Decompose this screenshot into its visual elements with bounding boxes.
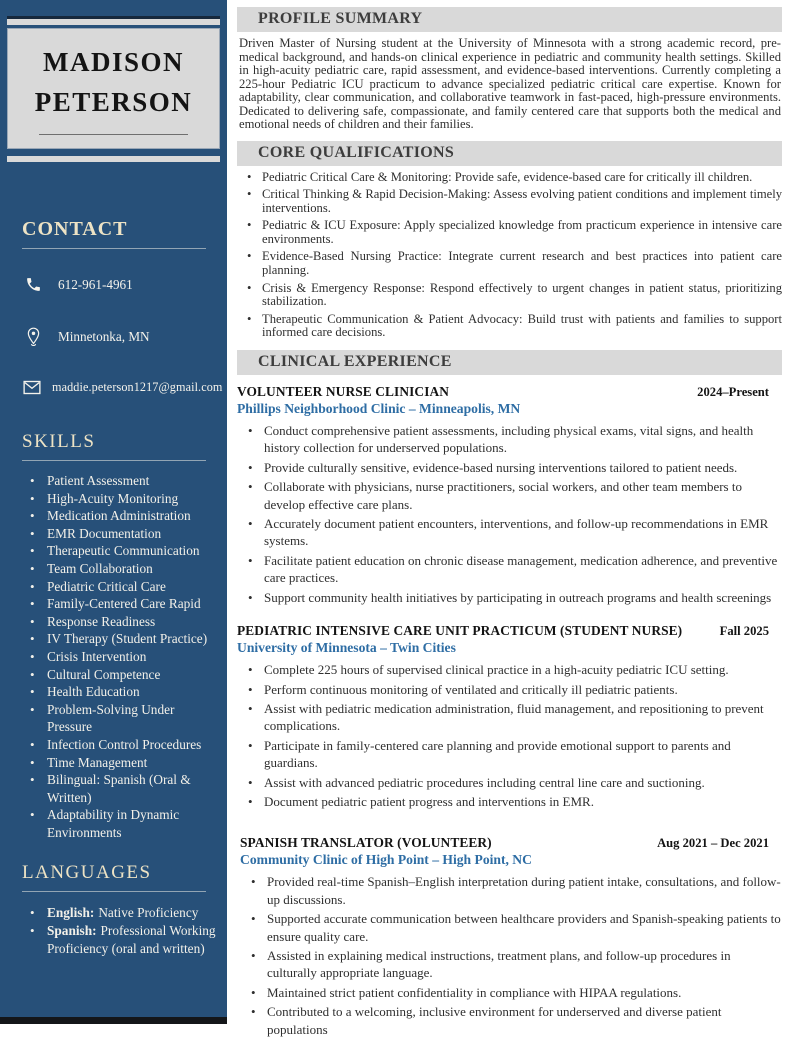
job-header: [237, 623, 782, 639]
skill-item: • Medication Administration: [30, 507, 221, 525]
job-bullet: • Conduct comprehensive patient assessments, including physical exams, vital signs, and health history collection for underserved populations.: [237, 422, 782, 457]
job-bullet: • Contributed to a welcoming, inclusive environment for underserved and diverse patient populations: [240, 1003, 782, 1038]
job-bullet: • Participate in family-centered care planning and provide emotional support to parents and guardians.: [237, 737, 782, 772]
job-bullet: • Assist with advanced pediatric procedures including central line care and suctioning.: [237, 774, 782, 791]
job-bullet-list: [237, 661, 782, 810]
job-title: SPANISH TRANSLATOR (VOLUNTEER): [240, 835, 492, 851]
job-bullet: • Maintained strict patient confidentiality in compliance with HIPAA regulations.: [240, 984, 782, 1001]
skill-item: • Adaptability in Dynamic Environments: [30, 806, 221, 841]
name-last: PETERSON: [34, 87, 193, 117]
qualification-item: • Crisis & Emergency Response: Respond effectively to urgent changes in patient status, prioritizing stabilization.: [237, 282, 782, 309]
skill-item: • IV Therapy (Student Practice): [30, 630, 221, 648]
profile-summary-header: PROFILE SUMMARY: [237, 7, 782, 32]
languages-heading: LANGUAGES: [22, 862, 152, 884]
name-card: [7, 16, 220, 162]
language-name: Spanish:: [47, 923, 97, 939]
skill-item: • EMR Documentation: [30, 525, 221, 543]
job-entry-picu-practicum: [237, 623, 782, 810]
main-content: [227, 0, 791, 1037]
job-date: 2024–Present: [697, 385, 769, 400]
skill-item: • Time Management: [30, 754, 221, 772]
job-bullet: • Collaborate with physicians, nurse practitioners, social workers, and other team members to develop effective care plans.: [237, 478, 782, 513]
job-bullet: • Document pediatric patient progress and interventions in EMR.: [237, 793, 782, 810]
sidebar: [0, 0, 227, 1024]
skill-item: • Health Education: [30, 683, 221, 701]
skill-item: • Pediatric Critical Care: [30, 578, 221, 596]
job-bullet: • Complete 225 hours of supervised clinical practice in a high-acuity pediatric ICU setting.: [237, 661, 782, 678]
job-bullet: • Facilitate patient education on chronic disease management, medication adherence, and preventive care practices.: [237, 552, 782, 587]
skills-section: [0, 431, 227, 841]
phone-icon: [24, 276, 43, 293]
skill-item: • Response Readiness: [30, 613, 221, 631]
contact-section: [0, 218, 227, 395]
job-bullet: • Assist with pediatric medication administration, fluid management, and repositioning to prevent complications.: [237, 700, 782, 735]
job-bullet-list: [237, 422, 782, 606]
languages-divider: [22, 891, 206, 892]
job-bullet: • Provide culturally sensitive, evidence-based nursing interventions tailored to patient needs.: [237, 459, 782, 476]
core-qualifications-list: [237, 171, 782, 341]
job-bullet: • Perform continuous monitoring of ventilated and critically ill pediatric patients.: [237, 681, 782, 698]
languages-list: [0, 904, 221, 957]
skill-item: • Patient Assessment: [30, 472, 221, 490]
job-organization: Community Clinic of High Point – High Point, NC: [240, 852, 532, 868]
job-header: [237, 384, 782, 400]
job-header: [240, 835, 782, 851]
clinical-experience-header: CLINICAL EXPERIENCE: [237, 350, 782, 375]
phone-number: 612-961-4961: [58, 276, 133, 292]
contact-divider: [22, 248, 206, 249]
skills-heading: SKILLS: [22, 431, 96, 452]
name-underline: [39, 134, 188, 135]
job-date: Fall 2025: [719, 624, 769, 639]
name-box: [7, 28, 220, 149]
qualification-item: • Pediatric & ICU Exposure: Apply specialized knowledge from practicum experience in intensive care environments.: [237, 219, 782, 246]
qualification-item: • Therapeutic Communication & Patient Advocacy: Build trust with patients and families to support informed care decisions.: [237, 313, 782, 340]
decorative-rule-bottom: [7, 156, 220, 162]
location-text: Minnetonka, MN: [58, 328, 150, 344]
decorative-rule-top: [7, 19, 220, 25]
job-organization: Phillips Neighborhood Clinic – Minneapolis, MN: [237, 401, 521, 417]
contact-row-location: [24, 326, 223, 347]
skill-item: • Cultural Competence: [30, 666, 221, 684]
job-bullet: • Accurately document patient encounters, interventions, and follow-up recommendations in EMR systems.: [237, 515, 782, 550]
job-bullet: • Supported accurate communication between healthcare providers and Spanish-speaking patients to ensure quality care.: [240, 910, 782, 945]
language-level: Professional Working Proficiency (oral and written): [47, 923, 216, 956]
name-first: MADISON: [42, 47, 184, 77]
language-level: Native Proficiency: [98, 905, 199, 921]
contact-row-phone: [24, 276, 223, 293]
skill-item: • Problem-Solving Under Pressure: [30, 701, 221, 736]
job-bullet: • Assisted in explaining medical instructions, treatment plans, and follow-up procedures in culturally appropriate language.: [240, 947, 782, 982]
skill-item: • High-Acuity Monitoring: [30, 490, 221, 508]
job-bullet: • Support community health initiatives by participating in outreach programs and health screenings: [237, 589, 782, 606]
location-icon: [24, 326, 43, 347]
job-organization: University of Minnesota – Twin Cities: [237, 640, 456, 656]
qualification-item: • Critical Thinking & Rapid Decision-Making: Assess evolving patient conditions and implement timely interventions.: [237, 188, 782, 215]
languages-section: [0, 862, 227, 957]
skills-divider: [22, 460, 206, 461]
skill-item: • Infection Control Procedures: [30, 736, 221, 754]
email-icon: [22, 380, 41, 395]
job-bullet-list: [240, 873, 782, 1038]
job-bullet: • Provided real-time Spanish–English interpretation during patient intake, consultations, and follow-up discussions.: [240, 873, 782, 908]
contact-row-email: [22, 380, 223, 395]
skill-item: • Team Collaboration: [30, 560, 221, 578]
skill-item: • Therapeutic Communication: [30, 542, 221, 560]
qualification-item: • Pediatric Critical Care & Monitoring: Provide safe, evidence-based care for critically ill children.: [237, 171, 782, 185]
language-item: [30, 922, 221, 957]
skill-item: • Family-Centered Care Rapid: [30, 595, 221, 613]
job-date: Aug 2021 – Dec 2021: [657, 836, 769, 851]
language-item: [30, 904, 221, 922]
skill-item: • Crisis Intervention: [30, 648, 221, 666]
skill-item: • Bilingual: Spanish (Oral & Written): [30, 771, 221, 806]
contact-heading: CONTACT: [22, 218, 128, 240]
email-text: maddie.peterson1217@gmail.com: [52, 380, 223, 394]
skills-list: [0, 472, 221, 841]
language-name: English:: [47, 905, 95, 921]
core-qualifications-header: CORE QUALIFICATIONS: [237, 141, 782, 166]
job-title: VOLUNTEER NURSE CLINICIAN: [237, 384, 450, 400]
profile-summary-text: Driven Master of Nursing student at the University of Minnesota with a strong academic record, pre-medical background, and hands-on clinical experience in pediatric and community health settings. Skilled in high-acuity pediatric care, rapid assessment, and evidence-based interventions. Currently completing a 225-hour Pediatric ICU practicum to advance specialized pediatric critical care expertise. Known for adaptability, clear communication, and collaborative teamwork in fast-paced, high-pressure environments. Dedicated to delivering safe, compassionate, and family centered care that supports both the medical and emotional needs of children and their families.: [239, 36, 781, 131]
job-entry-volunteer-nurse-clinician: [237, 384, 782, 606]
job-title: PEDIATRIC INTENSIVE CARE UNIT PRACTICUM (STUDENT NURSE): [237, 623, 683, 639]
job-entry-spanish-translator: [237, 835, 782, 1038]
qualification-item: • Evidence-Based Nursing Practice: Integrate current research and best practices into patient care planning.: [237, 250, 782, 277]
